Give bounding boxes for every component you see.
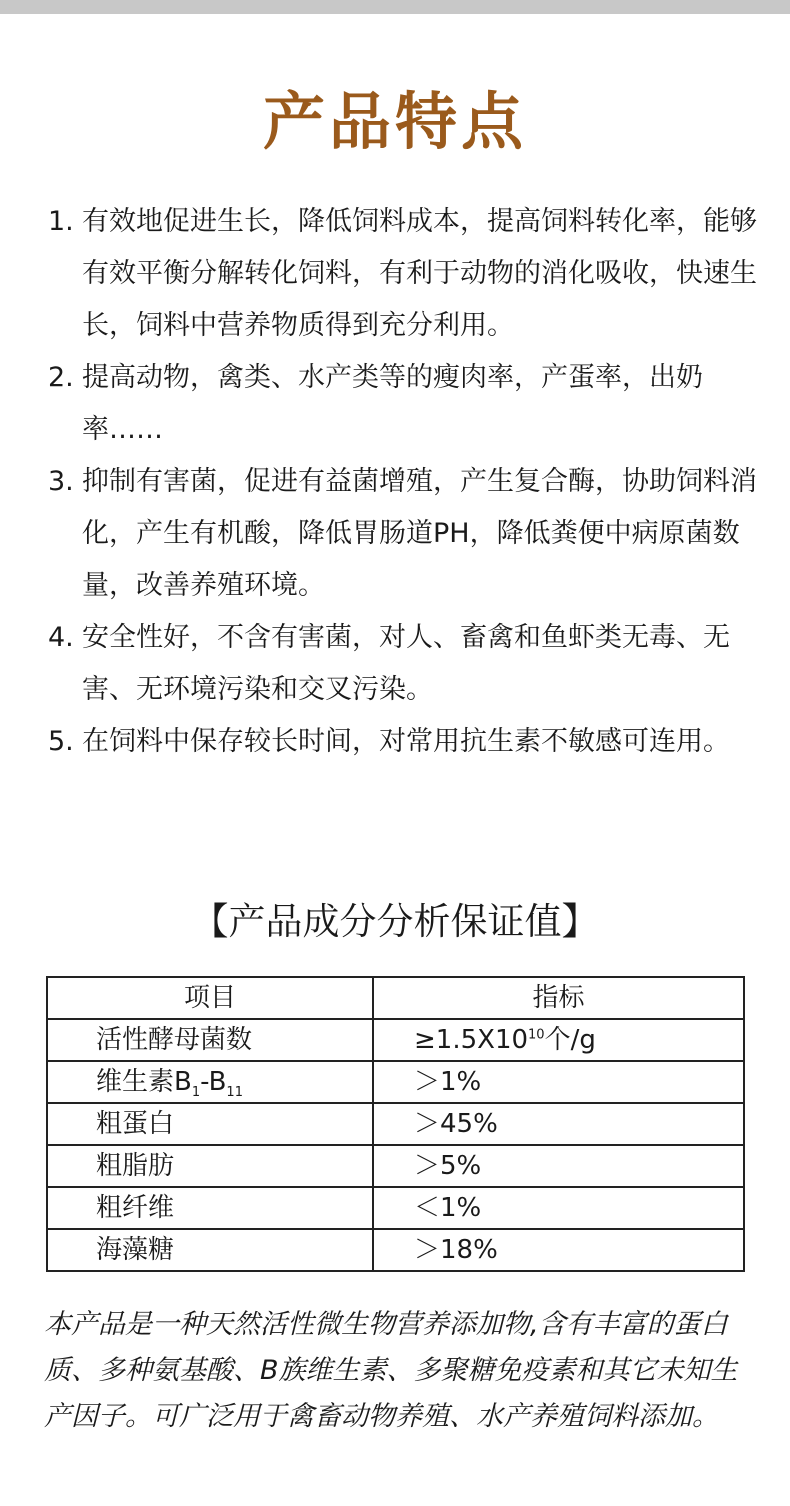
table-row (47, 1187, 744, 1229)
row-item: 粗脂肪 (47, 1145, 373, 1187)
feature-item (48, 196, 758, 352)
feature-text: 有效地促进生长，降低饲料成本，提高饲料转化率，能够有效平衡分解转化饲料，有利于动物的消化吸收，快速生长，饲料中营养物质得到充分利用。 (82, 206, 757, 341)
item-subscript: 1 (191, 1085, 201, 1101)
row-item (47, 1061, 373, 1103)
feature-number: 1. (48, 206, 74, 237)
row-item: 粗蛋白 (47, 1103, 373, 1145)
item-main: 维生素B (96, 1067, 192, 1097)
row-value: ＞1% (373, 1061, 744, 1103)
feature-number: 3. (48, 466, 74, 497)
feature-text: 在饲料中保存较长时间，对常用抗生素不敏感可连用。 (82, 726, 730, 757)
feature-text: 安全性好，不含有害菌，对人、畜禽和鱼虾类无毒、无害、无环境污染和交叉污染。 (82, 622, 730, 705)
value-unit: 个/g (544, 1025, 596, 1055)
row-value: ＞5% (373, 1145, 744, 1187)
row-value (373, 1019, 744, 1061)
item-mid: -B (200, 1067, 227, 1097)
row-item: 海藻糖 (47, 1229, 373, 1271)
row-value: ＞45% (373, 1103, 744, 1145)
value-main: ≥1.5X10 (414, 1025, 529, 1055)
feature-item (48, 612, 758, 716)
table-row (47, 1019, 744, 1061)
header-value: 指标 (373, 977, 744, 1019)
row-item: 活性酵母菌数 (47, 1019, 373, 1061)
table-header-row (47, 977, 744, 1019)
feature-item (48, 352, 758, 456)
top-bar (0, 0, 790, 14)
feature-item (48, 456, 758, 612)
row-item: 粗纤维 (47, 1187, 373, 1229)
product-description: 本产品是一种天然活性微生物营养添加物,含有丰富的蛋白质、多种氨基酸、B族维生素、多聚糖免疫素和其它未知生产因子。可广泛用于禽畜动物养殖、水产养殖饲料添加。 (44, 1309, 738, 1432)
analysis-title: 【产品成分分析保证值】 (191, 900, 599, 943)
table-row (47, 1145, 744, 1187)
row-value: ＜1% (373, 1187, 744, 1229)
feature-list (48, 196, 758, 768)
analysis-table (46, 976, 745, 1272)
page-title: 产品特点 (262, 85, 527, 158)
feature-text: 提高动物，禽类、水产类等的瘦肉率，产蛋率，出奶率…… (82, 362, 703, 445)
item-subscript: 11 (226, 1085, 243, 1101)
table-row (47, 1229, 744, 1271)
value-exponent: 10 (528, 1027, 545, 1043)
feature-number: 4. (48, 622, 74, 653)
feature-number: 5. (48, 726, 74, 757)
feature-number: 2. (48, 362, 74, 393)
table-row (47, 1061, 744, 1103)
feature-item (48, 716, 758, 768)
row-value: ＞18% (373, 1229, 744, 1271)
feature-text: 抑制有害菌，促进有益菌增殖，产生复合酶，协助饲料消化，产生有机酸，降低胃肠道PH，降低粪便中病原菌数量，改善养殖环境。 (82, 466, 757, 601)
header-item: 项目 (47, 977, 373, 1019)
table-row (47, 1103, 744, 1145)
